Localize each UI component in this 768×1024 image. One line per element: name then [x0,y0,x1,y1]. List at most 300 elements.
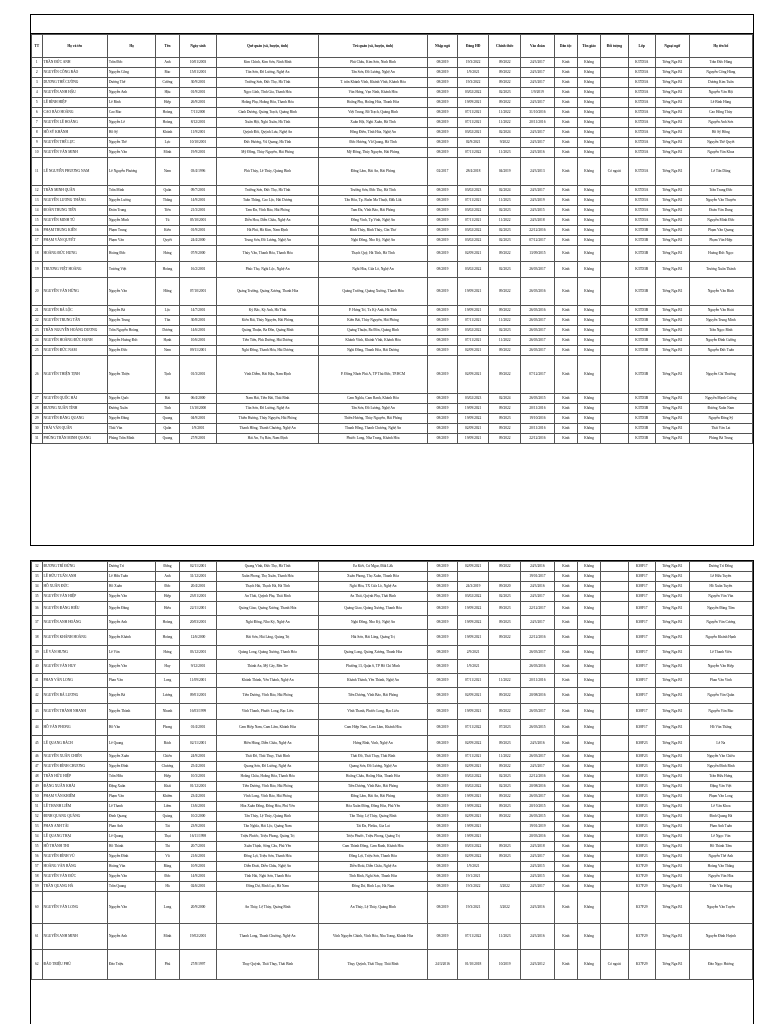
table-cell: Dương Thế [107,78,155,88]
table-cell: Diễn Đoài, Diễn Châu, Nghệ An [217,862,318,872]
table-cell: Trần Hữu Hưng [689,772,752,782]
table-cell: Không [577,950,600,980]
table-cell: 08/2019 [428,704,458,720]
table-cell: Có ngoài [601,950,628,980]
table-cell: Tiếng Nga B1 [655,414,689,424]
table-cell: Phước Long, Nha Trang, Khánh Hòa [318,434,428,444]
table-cell: Cảnh Dương, Quảng Trạch, Quảng Bình [217,108,318,118]
table-row [32,206,753,216]
table-cell: Nguyễn Văn Hiệp [689,660,752,674]
table-cell: 61 [32,924,43,950]
table-cell: Lê Hữu Tuấn [107,572,155,582]
table-cell: Không [577,892,600,924]
table-cell: 07/11/2021 [457,118,489,128]
table-cell: Tiếng Nga B1 [655,346,689,356]
table-cell: 59 [32,882,43,892]
table-row [32,262,753,278]
table-row [32,852,753,862]
table-cell: 07/11/2021 [457,752,489,762]
table-cell: Kinh [554,688,577,704]
table-cell: NGUYỄN THIỆN TỊNH [42,356,107,394]
table-cell: PHẠM VĂN KHIÊM [42,792,107,802]
table-cell: Không [577,246,600,262]
table-cell: Hiệp [156,98,179,108]
table-row [32,950,753,980]
table-cell: Đức Hương, Vũ Quang, Hà Tĩnh [318,138,428,148]
table-cell: Không [577,688,600,704]
table-cell: Quảng Giao, Quảng Xương, Thanh Hóa [217,602,318,616]
table-row [32,592,753,602]
table-cell [601,78,628,88]
table-cell: Ngọc Lĩnh, Tĩnh Gia, Thanh Hóa [217,88,318,98]
table-row [32,246,753,262]
table-cell: 07/11/2022 [457,148,489,158]
table-cell: Tân Sơn, Đô Lương, Nghệ An [318,404,428,414]
table-cell: 24/3/2015 [521,862,555,872]
table-cell: 01/3/2001 [179,356,217,394]
table-row [32,216,753,226]
table-cell [601,852,628,862]
table-cell: 02/2023 [489,326,521,336]
table-cell: 48 [32,772,43,782]
table-cell: Hiền Hùng, Diễn Châu, Nghệ An [217,736,318,752]
table-cell: 08/2019 [428,842,458,852]
table-cell: K38F23 [628,752,655,762]
table-cell [601,336,628,346]
table-cell: Không [577,196,600,206]
table-row [32,812,753,822]
column-header: Họ [107,35,155,58]
table-cell: 07/11/2022 [457,924,489,950]
table-cell: Tam Đa, Vĩnh Bảo, Hải Phòng [318,206,428,216]
table-cell: Trần Văn Hùng [689,882,752,892]
table-cell: 07/12/2017 [521,356,555,394]
table-cell: 2/9/2021 [457,646,489,660]
table-cell: 22/11/2001 [179,602,217,616]
table-cell: K38F17 [628,660,655,674]
table-cell: 20/11/2016 [521,118,555,128]
table-cell: 11/2022 [489,674,521,688]
table-cell: 08/2019 [428,316,458,326]
table-cell: Nguyễn Đăng Sỹ [689,414,752,424]
table-cell: Nguyễn Văn Hoài [689,306,752,316]
table-cell: Kinh [554,872,577,882]
table-cell: 62 [32,950,43,980]
table-cell: Dương Trí Đông [689,562,752,572]
table-cell: Tiếng Nga B1 [655,822,689,832]
table-cell: Thạch Quý, Hà Tĩnh, Hà Tĩnh [318,246,428,262]
table-cell: K37D3B [628,356,655,394]
table-cell: Nguyễn Lương [107,196,155,206]
table-cell: An Thái, Quỳnh Phụ, Thái Bình [217,592,318,602]
table-cell: Thụy Quỳnh, Thái Thụy, Thái Bình [217,950,318,980]
table-cell: Nghi Hòa, Cửa Lò, Nghệ An [318,262,428,278]
table-cell: 08/2019 [428,108,458,118]
table-cell [601,646,628,660]
table-cell: 09/2022 [489,562,521,572]
column-header: Nhập ngũ [428,35,458,58]
table-cell: Chiến [156,752,179,762]
table-cell: Lê Nguyễn Phương [107,158,155,186]
table-cell: 54 [32,832,43,842]
table-cell: 01/10/2018 [457,950,489,980]
table-cell: 08/2019 [428,118,458,128]
table-cell: K38F17 [628,616,655,630]
table-cell: Hồng Điền, Tĩnh Hóa, Nghệ An [318,128,428,138]
table-cell: Quảng Long, Quảng Xương, Thanh Hóa [318,646,428,660]
table-cell: 26/03/2017 [521,262,555,278]
table-cell: 01/12/2001 [179,782,217,792]
table-cell: Hà Phú, Hà Kim, Nam Định [217,226,318,236]
table-cell: Phạm Trung [107,226,155,236]
table-cell: 08/2019 [428,414,458,424]
table-cell: 37 [32,616,43,630]
table-cell: Tân Thủy, Lệ Thủy, Quảng Bình [217,812,318,822]
table-cell: Quân [156,424,179,434]
document-page-2 [30,560,754,1024]
table-cell [601,278,628,306]
table-cell: Bằng [156,862,179,872]
table-cell: K37D3A [628,158,655,186]
table-cell: Kinh [554,602,577,616]
table-cell: Đặng Văn Việt [689,782,752,792]
table-cell: NGUYỄN VĂN HUY [42,660,107,674]
table-cell [601,892,628,924]
table-cell: 27/9/2001 [179,434,217,444]
table-cell: Nghi Hòa, TX Cửa Lò, Nghệ An [318,582,428,592]
table-cell: Tiếng Nga B1 [655,592,689,602]
table-cell [601,414,628,424]
table-cell: Đức [156,872,179,882]
table-cell: Tiếng Nga B1 [655,616,689,630]
table-cell: Nguyễn Đình Bình [689,762,752,772]
table-cell: 03/02/2022 [457,262,489,278]
table-cell: K38F17 [628,582,655,592]
table-cell: Không [577,262,600,278]
table-cell: Tiếng Nga B1 [655,404,689,414]
table-cell: Hoàng [156,108,179,118]
table-cell: K37D3A [628,58,655,68]
table-cell: NGUYỄN VĂN HỪNG [42,278,107,306]
table-cell: K38F17 [628,646,655,660]
table-cell [601,404,628,414]
table-cell: Kinh [554,842,577,852]
table-cell: Nguyễn Thành [107,704,155,720]
table-cell: 08/2019 [428,646,458,660]
table-cell: Hoằng Châu, Hoằng Hóa, Thanh Hóa [318,772,428,782]
table-cell: Tiếng Nga B1 [655,646,689,660]
table-row [32,892,753,924]
table-cell: K37D3A [628,68,655,78]
table-cell: 42 [32,688,43,704]
table-cell: 24/3/2017 [521,58,555,68]
table-cell: Nguyễn Minh [107,216,155,226]
table-cell: Hạnh [156,336,179,346]
table-cell: Nguyễn Lê [107,118,155,128]
table-cell: Kinh [554,704,577,720]
table-cell: An Thủy, Lệ Thủy, Quảng Bình [217,892,318,924]
table-cell: NGUYỄN ĐÌNH CHƯƠNG [42,762,107,772]
table-cell: Hoàng Đức [107,246,155,262]
table-cell: Nam [156,346,179,356]
table-cell: 26/03/2016 [521,660,555,674]
table-cell: Đào Triệu [107,950,155,980]
table-cell: Nguyễn Công Hùng [689,68,752,78]
table-cell: Tân [156,316,179,326]
table-cell: 08/2019 [428,892,458,924]
table-cell: 20/03/2001 [179,616,217,630]
table-cell: NGUYỄN ĐĂNG QUANG [42,414,107,424]
table-cell: Nam [156,158,179,186]
table-cell: 02/2023 [489,206,521,216]
table-cell: 08/2019 [428,424,458,434]
table-cell: K38F17 [628,674,655,688]
table-cell: Nghi Đồng, Nho Kỳ, Nghệ An [318,236,428,246]
table-cell: 11 [32,158,43,186]
table-cell [601,434,628,444]
table-cell [601,148,628,158]
table-cell: NGUYỄN QUỐC HẢI [42,394,107,404]
table-cell: TRẦN ĐỨC ANH [42,58,107,68]
table-cell: 08/2019 [428,660,458,674]
table-cell: 19/3/2022 [457,78,489,88]
table-cell: Kinh [554,862,577,872]
table-cell: Kinh [554,572,577,582]
table-cell: ĐOÀN TRUNG TIẾN [42,206,107,216]
table-cell: NGUYỄN VĂN ĐỨC [42,872,107,882]
table-cell: 07/11/2021 [457,674,489,688]
table-cell: 13/10/2000 [179,404,217,414]
table-cell: Kinh [554,772,577,782]
table-row [32,862,753,872]
table-cell: Tiếng Nga B1 [655,128,689,138]
table-cell: Kinh [554,404,577,414]
table-cell: Quân [156,186,179,196]
table-row [32,226,753,236]
table-cell: 19/02/2001 [179,924,217,950]
table-cell: Hiệp [156,592,179,602]
table-cell: Kinh [554,582,577,592]
table-cell: Không [577,792,600,802]
table-cell: Quang Sơn, Đô Lương, Nghệ An [217,762,318,772]
table-cell: Kim Chính, Kim Sơn, Ninh Bình [217,58,318,68]
table-cell: 03/02/2022 [457,782,489,792]
table-cell: 24/3/2019 [521,196,555,206]
table-cell: 02/11/2001 [179,736,217,752]
table-cell: Long [156,892,179,924]
table-cell: 23/9/2001 [179,822,217,832]
table-cell: Đồng Lợi, Triệu Sơn, Thanh Hóa [217,852,318,862]
table-cell: Phùng Bá Trung [689,434,752,444]
table-cell: Đinh Quang Hà [689,812,752,822]
table-cell: Tiếng Nga B1 [655,98,689,108]
table-cell: Đứng [156,562,179,572]
table-cell: 21 [32,306,43,316]
table-cell: Đông Dư, Bình Lục, Hà Nam [217,882,318,892]
table-cell: P. Đông Nhơn Phú A, TP Thủ Đức, TP.HCM [318,356,428,394]
table-cell: Không [577,78,600,88]
table-cell: Tiếng Nga B1 [655,762,689,772]
table-cell: Tiếng Nga B1 [655,842,689,852]
table-cell: Hồ Văn [107,720,155,736]
table-cell: 19/09/2021 [457,704,489,720]
table-cell: Tiếng Nga B1 [655,356,689,394]
column-header: Ngoại ngữ [655,35,689,58]
table-cell: 09/2022 [489,792,521,802]
table-cell: K38F23 [628,782,655,792]
table-cell: 55 [32,842,43,852]
table-cell: Tiếng Nga B1 [655,736,689,752]
table-cell: 11/2022 [489,316,521,326]
table-cell: An Thủy, Lệ Thủy, Quảng Bình [318,892,428,924]
table-cell: 11/2022 [489,752,521,762]
table-cell: 08/2019 [428,674,458,688]
table-cell: Không [577,414,600,424]
table-cell: Phường 13, Quận 6, TP Hồ Chí Minh [318,660,428,674]
table-row [32,616,753,630]
table-cell: 26/03/2017 [521,792,555,802]
table-cell [601,306,628,316]
table-cell: 26/03/2017 [521,704,555,720]
table-cell: NGUYỄN VĂN LONG [42,892,107,924]
table-cell: 08/2019 [428,98,458,108]
table-cell: 23/4/2001 [179,792,217,802]
table-cell: 02/2023 [489,772,521,782]
table-cell: Nguyễn Minh Đức [689,216,752,226]
table-cell: 06/4/2000 [179,394,217,404]
table-cell: 24/3/2017 [521,98,555,108]
table-cell: 09/01/2001 [179,688,217,704]
table-cell: 24/3/2017 [521,138,555,148]
table-cell: Thủy Vân, Thanh Hóa, Thanh Hóa [217,246,318,262]
table-cell: 08/2019 [428,68,458,78]
table-cell: 07/11/2021 [457,336,489,346]
table-row [32,704,753,720]
table-cell: Hồ Sỹ [107,128,155,138]
table-cell: 20/11/2016 [521,424,555,434]
table-cell: 08/2019 [428,226,458,236]
table-cell: 03/4/1996 [179,158,217,186]
column-header: Ngày sinh [179,35,217,58]
table-cell: Không [577,582,600,592]
table-cell [601,762,628,772]
table-cell: K38F23 [628,812,655,822]
table-cell: 24/3/2017 [521,616,555,630]
table-cell: 24/3/2017 [521,852,555,862]
table-cell: Kinh [554,394,577,404]
table-cell: Hồ Thành Tâm [689,842,752,852]
table-cell: 02/2023 [489,262,521,278]
table-cell: 26/03/2015 [521,812,555,822]
table-cell: K37D3A [628,216,655,226]
table-cell: Việt Trung, Bố Trạch, Quảng Bình [318,108,428,118]
table-cell: 24/3/2017 [521,592,555,602]
table-row [32,68,753,78]
table-cell: Không [577,772,600,782]
table-cell: 45 [32,736,43,752]
table-cell [601,88,628,98]
table-cell: 46 [32,752,43,762]
table-cell: Văn Hưng, Vạn Ninh, Khánh Hòa [318,88,428,98]
table-cell: Hiếu [156,602,179,616]
table-cell: 02/2023 [489,88,521,98]
table-cell: Kinh [554,98,577,108]
table-cell: Phúc Thọ, Nghi Lộc, Nghệ An [217,262,318,278]
table-cell [601,262,628,278]
table-cell: Nguyễn Thiện [107,356,155,394]
table-cell: Tiếng Nga B1 [655,792,689,802]
table-cell: Tiếng Nga B1 [655,88,689,98]
table-cell: LÊ VĂN HƯNG [42,646,107,660]
table-cell: Nghi Đồng, Thanh Hóa, Hải Dương [318,346,428,356]
column-header: Tôn giáo [577,35,600,58]
table-cell: 9 [32,138,43,148]
table-cell: 08/2019 [428,572,458,582]
table-cell: 08/2019 [428,852,458,862]
table-cell: Kinh [554,326,577,336]
table-cell: 10/3/2001 [179,772,217,782]
table-cell: 20/11/2016 [521,674,555,688]
table-cell: 07/11/2022 [457,720,489,736]
table-cell: 16/2/2001 [179,262,217,278]
table-cell: 24/3/2019 [457,582,489,592]
table-cell: K37D3B [628,262,655,278]
table-cell: Xuân Hội, Nghi Xuân, Hà Tĩnh [318,118,428,128]
column-header: Đảng HĐ [457,35,489,58]
table-cell: 50 [32,792,43,802]
table-cell: 10/2/2000 [179,812,217,822]
table-cell: Không [577,822,600,832]
table-cell: Kinh [554,58,577,68]
table-cell: Hoàng [156,630,179,646]
table-cell: Phú Châu, Kim Sơn, Ninh Bình [318,58,428,68]
table-row [32,582,753,592]
table-cell: Hồ Xuân [107,582,155,592]
table-cell: 03/02/2021 [457,128,489,138]
table-cell: Tiếng Nga B1 [655,720,689,736]
table-cell: Không [577,592,600,602]
table-cell: Kinh [554,660,577,674]
table-cell: PHAN ANH TÀI [42,822,107,832]
table-cell: NGUYỄN ĐÌNH VŨ [42,852,107,862]
table-cell: Nguyễn Văn [107,872,155,882]
table-cell: ĐƯƠNG TRÍ ĐỨNG [42,562,107,572]
table-cell [601,108,628,118]
table-cell: HỒ VĂN PHONG [42,720,107,736]
table-cell [601,704,628,720]
table-row [32,326,753,336]
table-cell: Trần Minh [107,186,155,196]
table-cell [489,822,521,832]
table-cell: Kinh [554,196,577,206]
table-cell: 22/12/2017 [521,602,555,616]
table-cell: 24/3/2012 [521,950,555,980]
table-cell: 20/08/2016 [521,782,555,792]
table-cell [601,924,628,950]
table-cell: Kinh [554,646,577,660]
table-cell: 1/9/2021 [457,660,489,674]
table-cell: 03/02/2022 [457,772,489,782]
table-cell: Kinh [554,186,577,196]
table-cell: 09/2023 [489,736,521,752]
table-cell: 10/2019 [489,950,521,980]
table-cell: Hồ Thành [107,842,155,852]
column-header: Quê quán (xã, huyện, tỉnh) [217,35,318,58]
table-cell: 19/09/2022 [457,802,489,812]
table-cell: K38F23 [628,802,655,812]
table-cell: Thi [156,842,179,852]
table-row [32,336,753,346]
